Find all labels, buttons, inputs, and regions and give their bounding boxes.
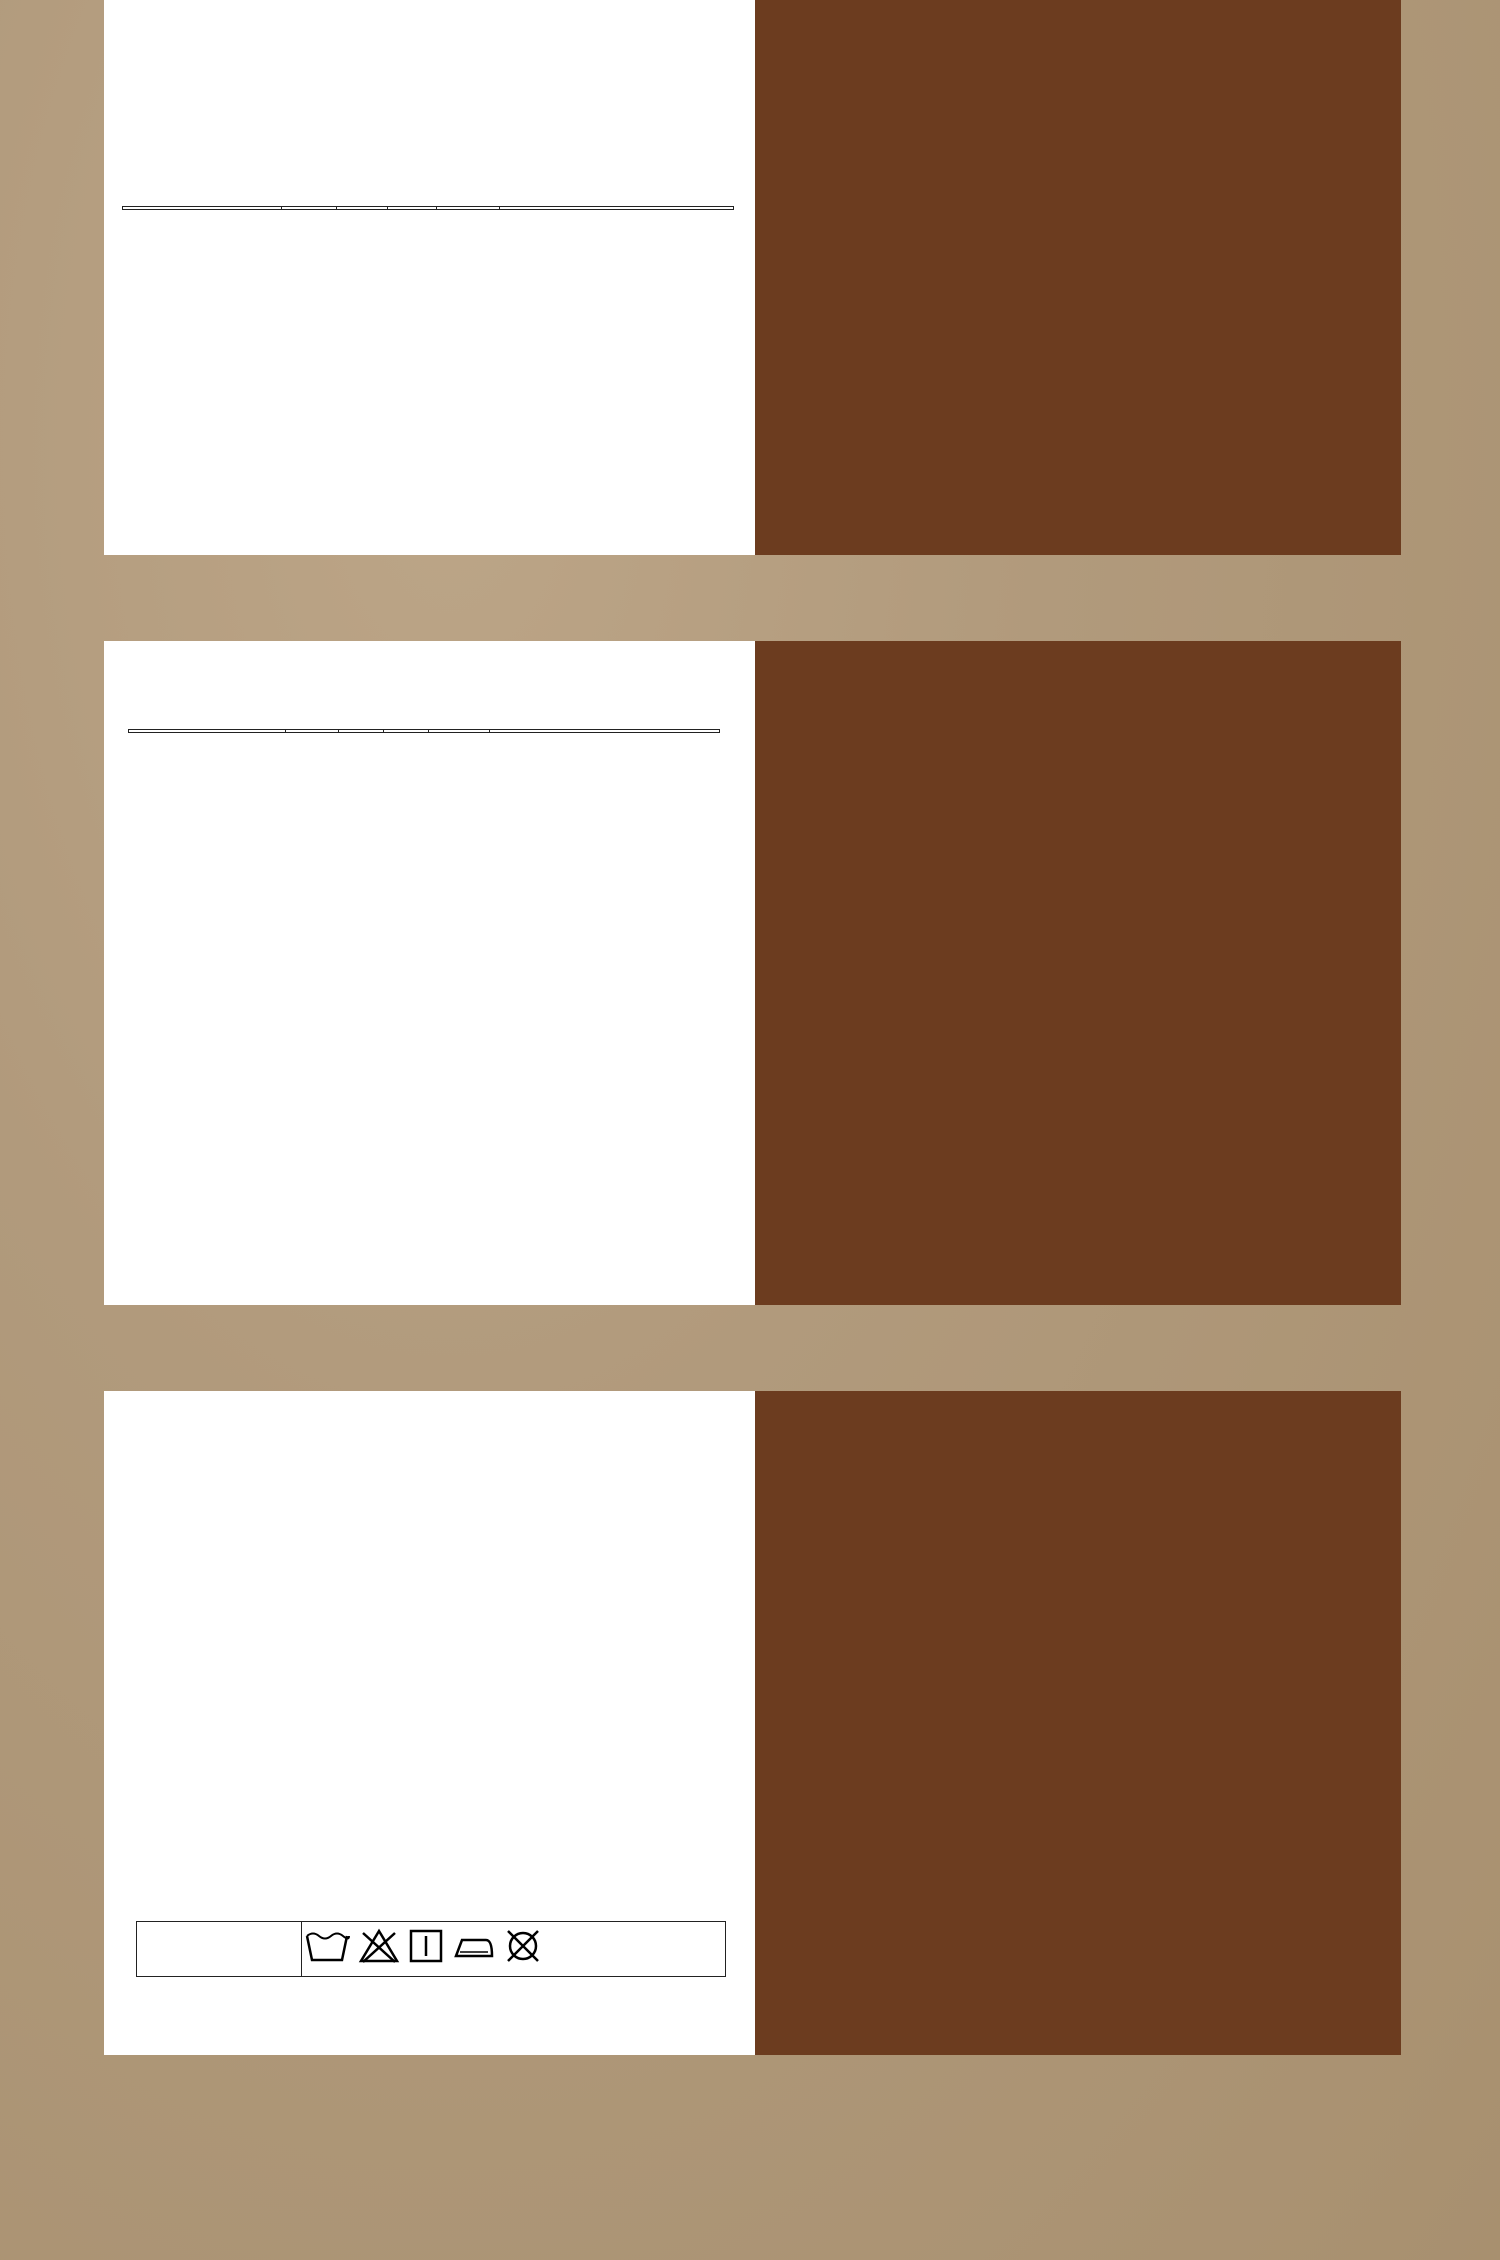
th-judgment <box>286 730 339 733</box>
panel-colorfastness <box>104 641 1401 1305</box>
feature-antistatic <box>755 0 1401 555</box>
th-judgment <box>282 207 337 210</box>
test-report-category-a <box>104 1391 755 2055</box>
tumble-dry-icon <box>408 1928 444 1964</box>
care-table <box>136 1921 726 1977</box>
feature-category-a <box>755 1391 1401 2055</box>
care-icons <box>304 1923 723 1969</box>
th-requirement <box>429 730 490 733</box>
colorfastness-table <box>128 729 720 733</box>
no-bleach-icon <box>358 1928 400 1964</box>
wash-30-icon <box>304 1928 350 1964</box>
test-report-antistatic <box>104 0 755 555</box>
th-item <box>123 207 282 210</box>
th-unit <box>388 207 437 210</box>
th-requirement <box>437 207 500 210</box>
panel-antistatic <box>104 0 1401 555</box>
care-label <box>137 1922 302 1977</box>
panel-category-a <box>104 1391 1401 2055</box>
th-unit <box>384 730 429 733</box>
iron-low-icon <box>452 1928 496 1964</box>
electrostatic-table <box>122 206 734 210</box>
th-sample <box>339 730 384 733</box>
th-result <box>500 207 734 210</box>
test-report-colorfastness <box>104 641 755 1305</box>
th-sample <box>337 207 388 210</box>
feature-colorfastness <box>755 641 1401 1305</box>
no-dryclean-icon <box>504 1927 542 1965</box>
th-item <box>129 730 286 733</box>
th-result <box>490 730 720 733</box>
